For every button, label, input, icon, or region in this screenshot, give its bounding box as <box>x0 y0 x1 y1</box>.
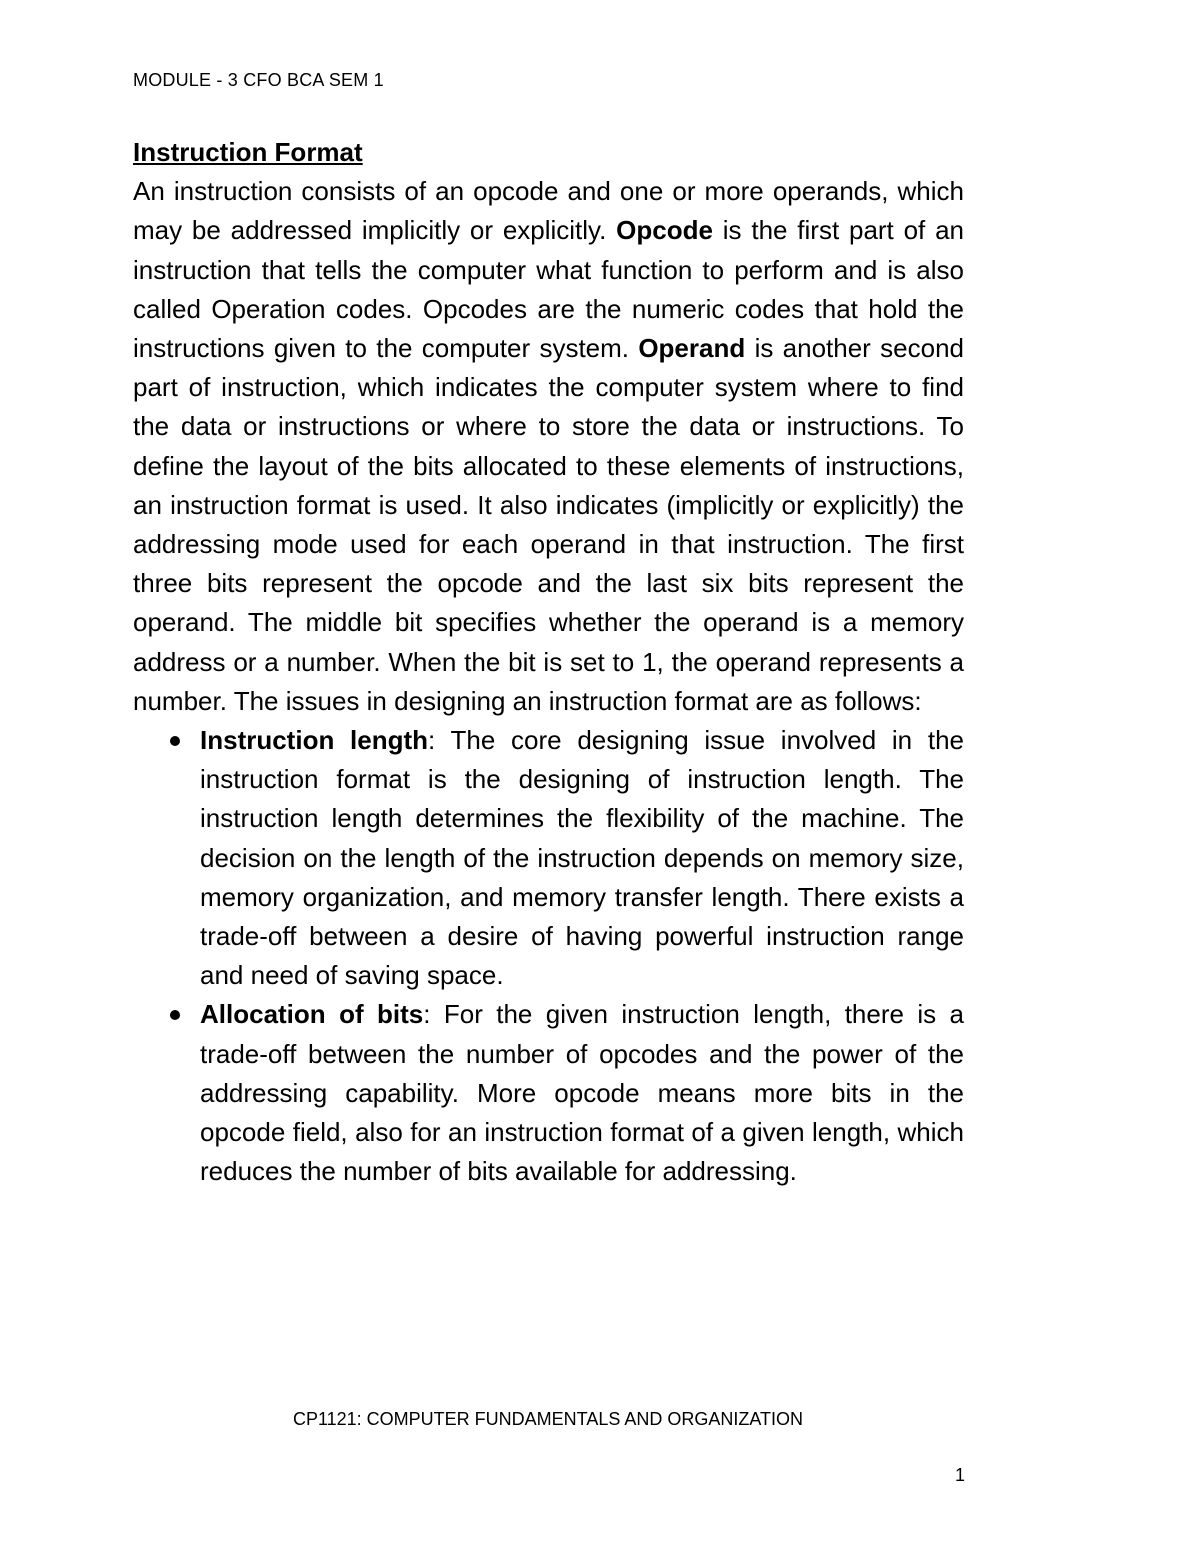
page-header <box>133 68 384 92</box>
operand-term: Operand <box>638 333 746 364</box>
bullet-term: Allocation of bits <box>200 999 424 1030</box>
opcode-term: Opcode <box>616 215 713 246</box>
list-item <box>200 721 964 995</box>
intro-paragraph <box>133 172 964 721</box>
bullet-icon <box>170 736 180 746</box>
header-text: MODULE - 3 CFO BCA SEM 1 <box>133 70 384 90</box>
document-body <box>133 133 964 1191</box>
intro-text-1: An instruction consists of an opcode and one or more operands, which may be addressed implicitly or explicitly. <box>133 176 964 246</box>
page-number: 1 <box>955 1465 966 1485</box>
page-footer <box>0 1407 1200 1431</box>
issues-list <box>133 721 964 1191</box>
section-title: Instruction Format <box>133 137 363 167</box>
list-item <box>200 995 964 1191</box>
bullet-icon <box>170 1010 180 1020</box>
bullet-term: Instruction length <box>200 725 429 756</box>
intro-text-2: is the first part of an instruction that tells the computer what function to perform and is also called Operation codes. Opcodes are the numeric codes that hold the instructions given to the computer system. <box>133 215 964 364</box>
footer-text: CP1121: COMPUTER FUNDAMENTALS AND ORGANIZATION <box>292 1409 804 1429</box>
intro-text-3: is another second part of instruction, which indicates the computer system where to find the data or instructions or where to store the data or instructions. To define the layout of the bits allocated to these elements of instructions, an instruction format is used. It also indicates (implicitly or explicitly) the addressing mode used for each operand in that instruction. The first three bits represent the opcode and the last six bits represent the operand. The middle bit specifies whether the operand is a memory address or a number. When the bit is set to 1, the operand represents a number. The issues in designing an instruction format are as follows: <box>133 333 964 716</box>
bullet-text: : For the given instruction length, there is a trade-off between the number of opcodes and the power of the addressing capability. More opcode means more bits in the opcode field, also for an instruction format of a given length, which reduces the number of bits available for addressing. <box>200 999 964 1187</box>
bullet-text: : The core designing issue involved in the instruction format is the designing of instruction length. The instruction length determines the flexibility of the machine. The decision on the length of the instruction depends on memory size, memory organization, and memory transfer length. There exists a trade-off between a desire of having powerful instruction range and need of saving space. <box>200 725 964 991</box>
